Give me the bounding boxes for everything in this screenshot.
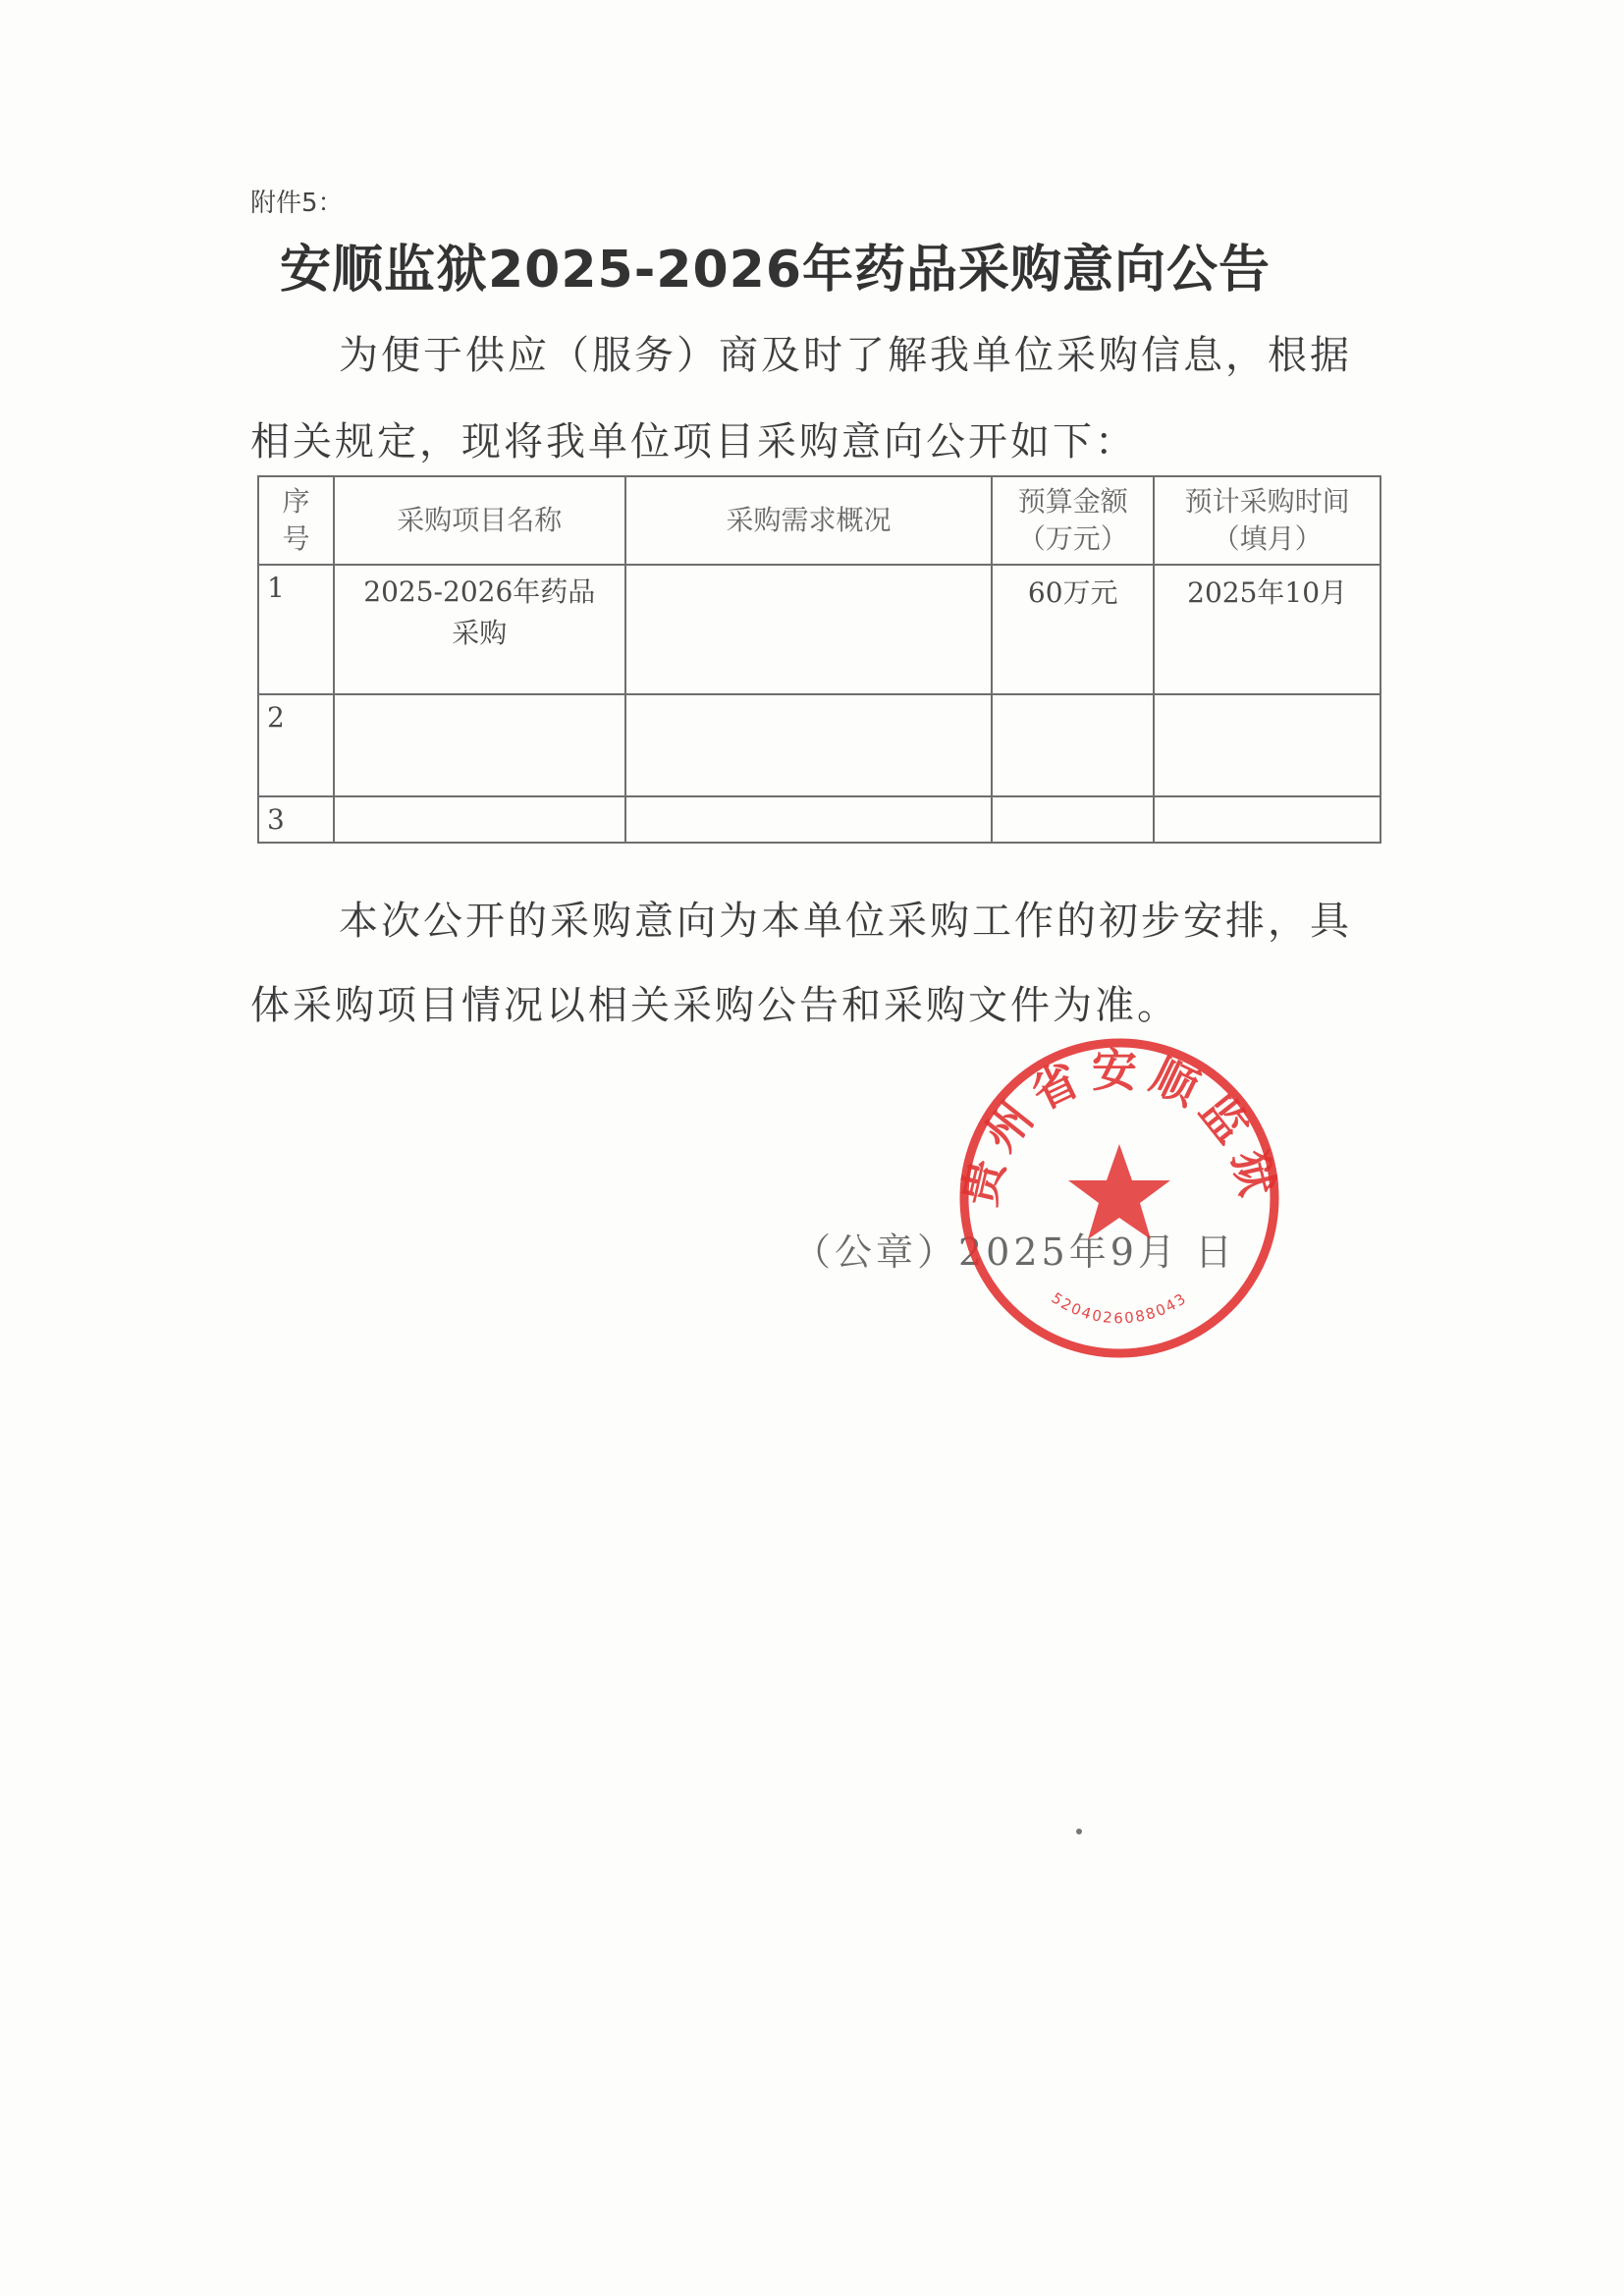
table-header-row (258, 476, 1380, 565)
procurement-table (257, 475, 1381, 844)
cell-seq: 2 (258, 694, 334, 796)
official-seal (952, 1031, 1286, 1365)
header-time: 预计采购时间 （填月） (1154, 476, 1380, 565)
header-project-name: 采购项目名称 (334, 476, 625, 565)
intro-line-1: 为便于供应（服务）商及时了解我单位采购信息，根据 (339, 333, 1352, 378)
cell-time: 2025年10月 (1154, 565, 1380, 694)
signature-line: （公章）2025年9月 日 (793, 1230, 1236, 1274)
closing-line-1: 本次公开的采购意向为本单位采购工作的初步安排，具 (339, 899, 1352, 944)
cell-seq: 3 (258, 796, 334, 843)
cell-project-name: 2025-2026年药品 采购 (334, 565, 625, 694)
cell-demand (625, 565, 993, 694)
seal-code: 5204026088043 (1048, 1288, 1191, 1328)
cell-budget (992, 694, 1154, 796)
closing-line-2: 体采购项目情况以相关采购公告和采购文件为准。 (250, 983, 1179, 1028)
table-row (258, 565, 1380, 694)
star-icon (1068, 1144, 1170, 1239)
header-demand: 采购需求概况 (625, 476, 993, 565)
document-title: 安顺监狱2025-2026年药品采购意向公告 (280, 241, 1272, 300)
intro-line-2: 相关规定，现将我单位项目采购意向公开如下： (250, 419, 1137, 465)
cell-time (1154, 694, 1380, 796)
cell-time (1154, 796, 1380, 843)
cell-project-name (334, 694, 625, 796)
cell-demand (625, 796, 993, 843)
header-budget: 预算金额 （万元） (992, 476, 1154, 565)
cell-seq: 1 (258, 565, 334, 694)
table-row (258, 796, 1380, 843)
cell-demand (625, 694, 993, 796)
scan-speck (1076, 1829, 1082, 1834)
cell-project-name (334, 796, 625, 843)
table-row (258, 694, 1380, 796)
attachment-label: 附件5： (250, 189, 344, 218)
seal-text: 贵州省安顺监狱 (952, 1044, 1286, 1211)
header-seq: 序 号 (258, 476, 334, 565)
cell-budget (992, 796, 1154, 843)
cell-budget: 60万元 (992, 565, 1154, 694)
